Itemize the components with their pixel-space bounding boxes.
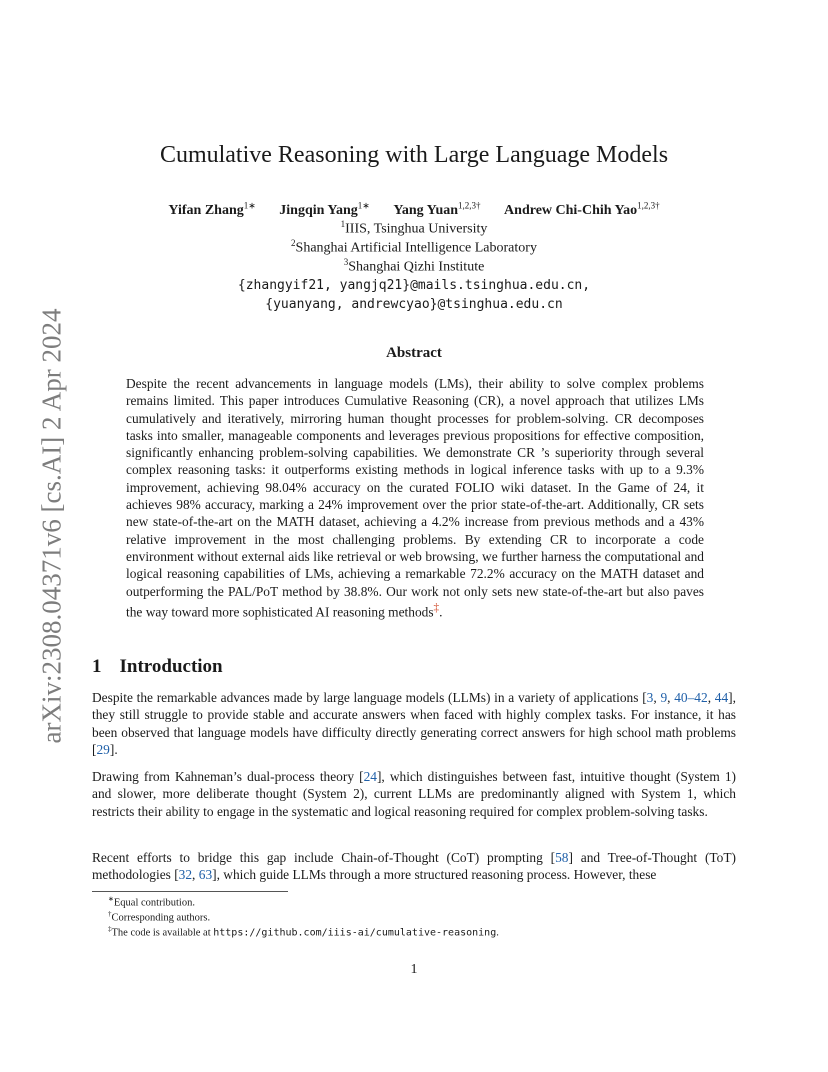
citation-link[interactable]: 40–42	[674, 690, 708, 705]
citation-link[interactable]: 63	[198, 867, 213, 883]
abstract-body: Despite the recent advancements in language models (LMs), their ability to solve complex problems remains limited. This paper introduces Cumulative Reasoning (CR), a novel approach that utilizes LMs cumulatively and iteratively, mirroring human thought processes for problem-solving. CR decomposes tasks into smaller, manageable components and leverages previous propositions for effective composition, significantly enhancing problem-solving capabilities. We demonstrate CR ’s superiority through several complex reasoning tasks: it outperforms existing methods in logical inference tasks with up to a 9.3% improvement, achieving 98.04% accuracy on the curated FOLIO wiki dataset. In the Game of 24, it achieves 98% accuracy, marking a 24% improvement over the prior state-of-the-art. Additionally, CR sets new state-of-the-art on the MATH dataset, achieving a 4.2% increase from previous methods and a 43% relative improvement in the most challenging problems. By extending CR to incorporate a code environment without external aids like retrieval or web browsing, we further harness the computational and logical reasoning capabilities of LMs, achieving a remarkable 72.2% accuracy on the MATH dataset and outperforming the PAL/PoT method by 38.8%. Our work not only sets new state-of-the-art but also paves the way toward more sophisticated AI reasoning methods‡.	[126, 376, 704, 620]
arxiv-stamp: arXiv:2308.04371v6 [cs.AI] 2 Apr 2024	[36, 308, 67, 744]
paragraph: Drawing from Kahneman’s dual-process theory [24], which distinguishes between fast, intuitive thought (System 1) and slower, more deliberate thought (System 2), current LLMs are predominantly aligned with System 1, which restricts their ability to engage in the systematic and logical reasoning required for complex problem-solving tasks.	[92, 769, 736, 819]
footnote-link[interactable]: ‡	[433, 601, 440, 614]
author: Jingqin Yang$^{1∗}$	[279, 200, 370, 218]
code-url[interactable]: https://github.com/iiis-ai/cumulative-reasoning	[213, 927, 497, 939]
abstract-heading: Abstract	[386, 345, 442, 361]
citation-link[interactable]: 32	[178, 867, 193, 883]
affiliation: $^2$Shanghai Artificial Intelligence Laboratory	[291, 238, 537, 256]
footnote-rule	[92, 891, 288, 892]
page-number: 1	[410, 962, 418, 977]
author: Andrew Chi-Chih Yao$^{1,2,3\dagger}$	[504, 200, 660, 218]
paper-title: Cumulative Reasoning with Large Language Models	[159, 142, 669, 168]
author-email[interactable]: {zhangyif21, yangjq21}@mails.tsinghua.edu.cn,	[237, 278, 591, 293]
footnote: ∗Equal contribution.	[108, 895, 195, 909]
footnote: †Corresponding authors.	[108, 910, 211, 924]
citation-link[interactable]: 9	[660, 690, 668, 705]
author: Yang Yuan$^{1,2,3\dagger}$	[393, 200, 481, 218]
citation-link[interactable]: 44	[714, 690, 729, 705]
citation-link[interactable]: 3	[646, 690, 654, 705]
author-email[interactable]: {yuanyang, andrewcyao}@tsinghua.edu.cn	[265, 297, 563, 312]
paragraph: Despite the remarkable advances made by large language models (LLMs) in a variety of applications [3, 9, 40–42, 44], they still struggle to provide stable and accurate answers when faced with highly complex tasks. For instance, it has been observed that language models have difficulty directly generating correct answers for high school math problems [29].	[92, 690, 736, 757]
citation-link[interactable]: 29	[96, 741, 110, 757]
author-list	[0, 200, 828, 219]
paragraph: Recent efforts to bridge this gap include Chain-of-Thought (CoT) prompting [58] and Tree-of-Thought (ToT) methodologies [32, 63], which guide LLMs through a more structured reasoning process. However, these	[92, 850, 736, 883]
footnote: ‡The code is available at https://github.com/iiis-ai/cumulative-reasoning.	[108, 925, 499, 939]
section-heading: 1 Introduction	[92, 656, 223, 677]
citation-link[interactable]: 58	[555, 850, 569, 865]
affiliation: $^1$IIIS, Tsinghua University	[340, 219, 488, 237]
citation-link[interactable]: 24	[363, 769, 377, 784]
author: Yifan Zhang$^{1∗}$	[168, 200, 256, 218]
affiliation: $^3$Shanghai Qizhi Institute	[343, 257, 485, 275]
